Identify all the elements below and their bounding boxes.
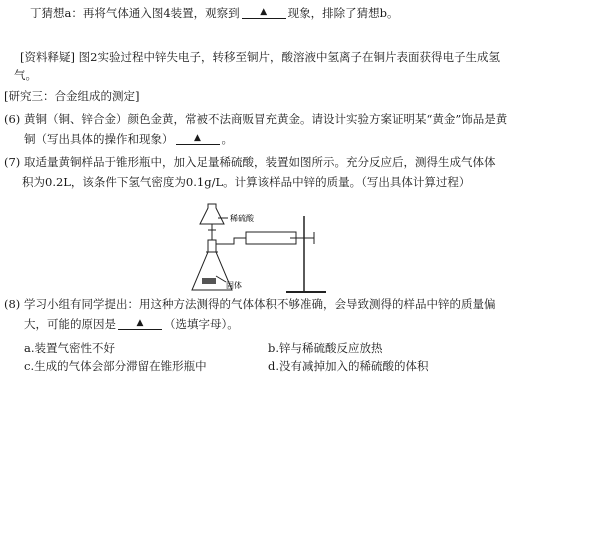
label-acid: 稀硫酸 [230,214,254,223]
option-d[interactable]: d.没有减掉加入的稀硫酸的体积 [268,359,429,373]
text-line-10 [24,316,239,332]
solid-sample-icon [202,278,216,284]
option-a[interactable]: a.装置气密性不好 [24,341,116,355]
text-line-8: 积为0.2L，该条件下氢气密度为0.1g/L。计算该样品中锌的质量。（写出具体计算过程） [22,175,471,189]
line-10-part-b: （选填字母）。 [164,317,239,331]
blank-marker: ▲ [194,133,201,143]
text-line-5: (6) 黄铜（铜、锌合金）颜色金黄，常被不法商贩冒充黄金。请设计实验方案证明某“黄金”饰品是黄 [4,112,508,126]
answer-blank-2[interactable] [176,132,220,145]
answer-blank-3[interactable] [118,317,162,330]
line-6-part-b: 。 [221,132,233,146]
line-1-part-b: 现象，排除了猜想b。 [287,6,399,20]
label-solid: 固体 [226,281,242,290]
text-line-9: (8) 学习小组有同学提出：用这种方法测得的气体体积不够准确，会导致测得的样品中锌的质量偏 [4,297,496,311]
answer-blank-1[interactable] [242,6,286,19]
text-line-3: 气。 [14,68,37,82]
text-line-7: (7) 取适量黄铜样品于锥形瓶中，加入足量稀硫酸，装置如图所示。充分反应后，测得生成气体体 [4,155,496,169]
blank-marker: ▲ [136,318,144,328]
apparatus-figure [186,196,336,296]
line-10-part-a: 大，可能的原因是 [24,317,116,331]
option-b[interactable]: b.锌与稀硫酸反应放热 [268,341,383,355]
syringe-icon [246,232,296,244]
text-line-1 [30,5,399,21]
blank-marker: ▲ [260,7,268,17]
section-heading: [研究三：合金组成的测定] [4,89,140,103]
text-line-6 [24,131,233,147]
funnel-icon [200,204,224,224]
line-1-part-a: 丁猜想a：再将气体通入图4装置，观察到 [30,6,240,20]
option-c[interactable]: c.生成的气体会部分滞留在锥形瓶中 [24,359,207,373]
line-6-part-a: 铜（写出具体的操作和现象） [24,132,174,146]
text-line-2: [资料释疑] 图2实验过程中锌失电子，转移至铜片，酸溶液中氢离子在铜片表面获得电子生成氢 [20,50,500,64]
